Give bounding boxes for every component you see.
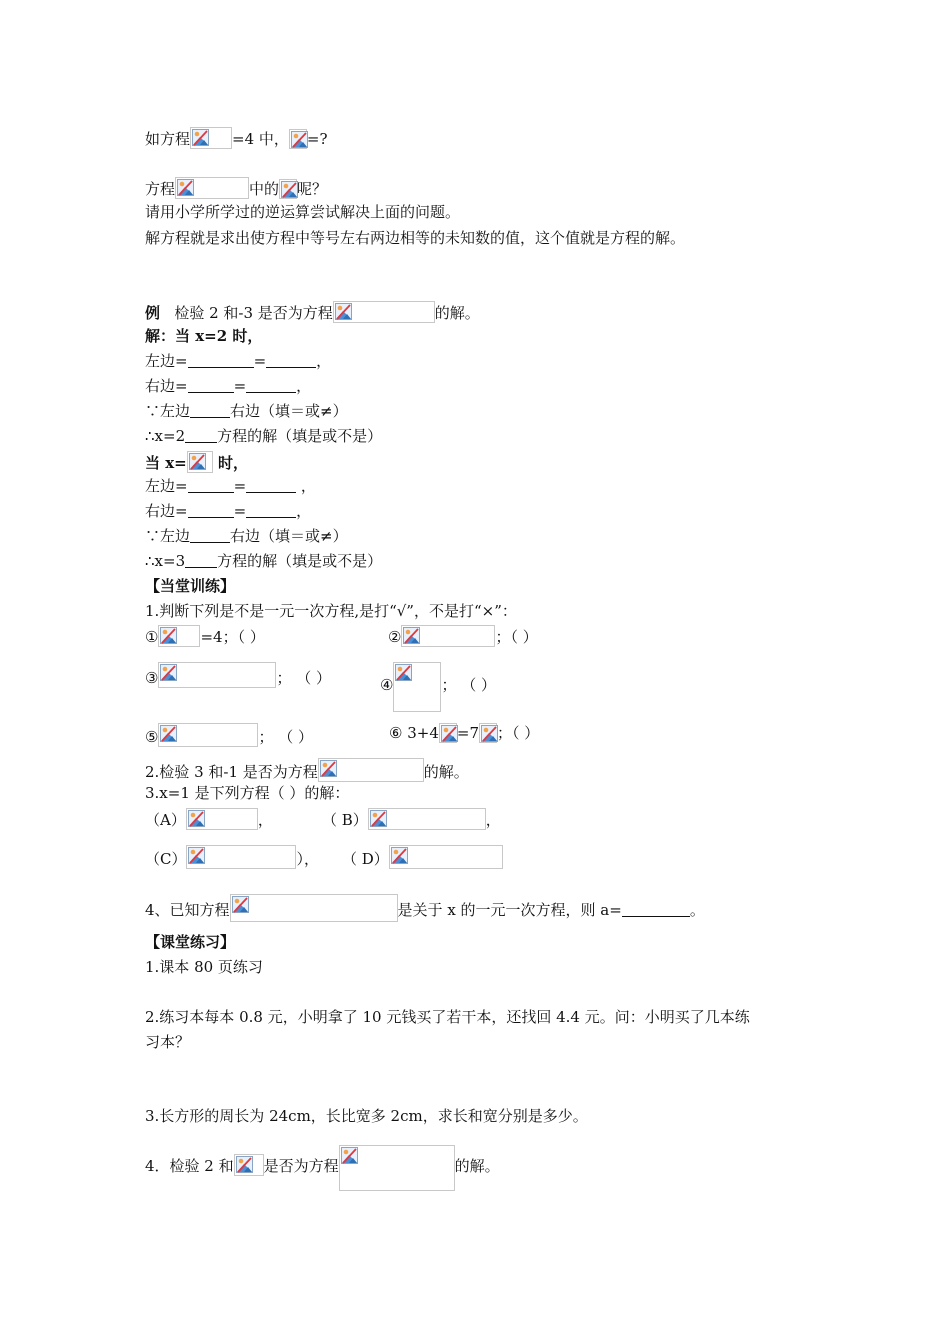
broken-image-icon — [439, 723, 457, 743]
text: =4；（ ） — [200, 628, 265, 646]
question-1: 1.判断下列是不是一元一次方程,是打“√”，不是打“×”： — [145, 602, 517, 620]
text: 右边（填＝或≠） — [230, 402, 348, 420]
text: ， — [485, 811, 501, 829]
broken-image-icon — [230, 894, 398, 922]
text: 的解。 — [434, 304, 480, 322]
question-4 — [145, 894, 705, 922]
text: 右边= — [145, 502, 188, 520]
text: 是关于 x 的一元一次方程，则 a= — [397, 901, 622, 919]
text: ② — [388, 628, 402, 646]
broken-image-icon — [333, 301, 435, 323]
broken-image-icon — [190, 127, 232, 149]
text: =4 中， — [232, 130, 289, 148]
text: = — [233, 502, 247, 520]
text: ∴x=2 — [145, 427, 186, 445]
blank — [266, 353, 316, 368]
text: 左边= — [145, 352, 188, 370]
text: ， — [296, 477, 316, 495]
blank — [190, 403, 230, 418]
text: 中的 — [249, 180, 280, 198]
text: 方程的解（填是或不是） — [217, 427, 383, 445]
text: 4．检验 2 和 — [145, 1157, 234, 1175]
therefore-2 — [145, 551, 382, 571]
broken-image-icon — [368, 808, 486, 830]
text: ， — [316, 352, 332, 370]
blank — [246, 503, 296, 518]
broken-image-icon — [318, 758, 424, 782]
text: （A） — [145, 811, 186, 829]
item-4 — [380, 662, 496, 712]
example-line — [145, 301, 480, 323]
text: ∵左边 — [145, 527, 191, 545]
text: ；（ ） — [495, 628, 538, 646]
text: ）， — [296, 850, 319, 868]
blank — [188, 503, 234, 518]
text: ； （ ） — [258, 728, 313, 746]
practice-3: 3.长方形的周长为 24cm，长比宽多 2cm，求长和宽分别是多少。 — [145, 1107, 588, 1125]
broken-image-icon — [393, 662, 441, 712]
text: 是否为方程 — [263, 1157, 339, 1175]
option-b — [322, 808, 501, 830]
broken-image-icon — [339, 1145, 455, 1191]
text: （ D） — [342, 850, 389, 868]
practice-heading: 【课堂练习】 — [145, 933, 236, 951]
item-1 — [145, 625, 265, 647]
text: ① — [145, 628, 159, 646]
blank — [246, 378, 296, 393]
broken-image-icon — [186, 808, 258, 830]
text: ∴x=3 — [145, 552, 186, 570]
example-label: 例 — [145, 304, 161, 322]
text: =7 — [456, 724, 479, 742]
right-eq-1 — [145, 376, 311, 396]
text: ； （ ） — [276, 669, 331, 687]
blank — [622, 902, 690, 917]
blank — [188, 353, 254, 368]
intro-line-3: 请用小学所学过的逆运算尝试解决上面的问题。 — [145, 203, 461, 221]
item-2 — [388, 625, 538, 647]
text: ；（ ） — [497, 724, 540, 742]
text: 右边= — [145, 377, 188, 395]
option-c — [145, 845, 319, 869]
text: ⑥ 3+4 — [389, 724, 439, 742]
text: 当 x= — [145, 454, 187, 472]
text: 的解。 — [423, 763, 469, 781]
text: = — [253, 352, 267, 370]
broken-image-icon — [279, 179, 297, 199]
text: 方程的解（填是或不是） — [217, 552, 383, 570]
broken-image-icon — [289, 129, 307, 149]
text: = — [233, 477, 247, 495]
text: （C） — [145, 850, 187, 868]
text: =? — [306, 130, 328, 148]
intro-line-2 — [145, 177, 327, 199]
broken-image-icon — [401, 625, 495, 647]
training-heading: 【当堂训练】 — [145, 577, 236, 595]
practice-4 — [145, 1145, 500, 1191]
text: ∵左边 — [145, 402, 191, 420]
item-3 — [145, 662, 331, 688]
blank — [185, 428, 217, 443]
blank — [188, 378, 234, 393]
broken-image-icon — [234, 1154, 264, 1176]
blank — [190, 528, 230, 543]
left-eq-1 — [145, 351, 331, 371]
text: ； （ ） — [441, 676, 496, 694]
solution-line: 解：当 x=2 时， — [145, 327, 263, 345]
blank — [246, 478, 296, 493]
text: ⑤ — [145, 728, 159, 746]
question-2 — [145, 758, 469, 782]
text: 呢？ — [297, 180, 328, 198]
question-3: 3.x=1 是下列方程（ ）的解： — [145, 784, 350, 802]
text: 检验 2 和-3 是否为方程 — [174, 304, 333, 322]
text: ③ — [145, 669, 159, 687]
blank — [185, 553, 217, 568]
because-2 — [145, 526, 348, 546]
broken-image-icon — [389, 845, 503, 869]
practice-2b: 习本？ — [145, 1033, 191, 1051]
text: （ B） — [322, 811, 368, 829]
text: ， — [296, 502, 312, 520]
broken-image-icon — [158, 662, 276, 688]
broken-image-icon — [187, 451, 213, 473]
text: 2.检验 3 和-1 是否为方程 — [145, 763, 318, 781]
therefore-1 — [145, 426, 382, 446]
intro-line-4: 解方程就是求出使方程中等号左右两边相等的未知数的值，这个值就是方程的解。 — [145, 229, 686, 247]
text: 如方程 — [145, 130, 191, 148]
text: ， — [257, 811, 273, 829]
intro-line-1 — [145, 127, 328, 149]
text: 4、已知方程 — [145, 901, 230, 919]
broken-image-icon — [158, 625, 200, 647]
text: ， — [296, 377, 312, 395]
item-5 — [145, 723, 313, 747]
right-eq-2 — [145, 501, 311, 521]
because-1 — [145, 401, 348, 421]
broken-image-icon — [175, 177, 249, 199]
text: 的解。 — [454, 1157, 500, 1175]
broken-image-icon — [158, 723, 258, 747]
text: 右边（填＝或≠） — [230, 527, 348, 545]
broken-image-icon — [186, 845, 296, 869]
text: 。 — [689, 901, 705, 919]
broken-image-icon — [479, 723, 497, 743]
when-line-2 — [145, 451, 248, 473]
left-eq-2 — [145, 476, 316, 496]
option-a — [145, 808, 273, 830]
text: 左边= — [145, 477, 188, 495]
text: ④ — [380, 676, 394, 694]
item-6 — [389, 723, 539, 743]
text: 方程 — [145, 180, 176, 198]
practice-1: 1.课本 80 页练习 — [145, 958, 263, 976]
blank — [188, 478, 234, 493]
text: 时， — [212, 454, 248, 472]
option-d — [342, 845, 503, 869]
practice-2a: 2.练习本每本 0.8 元，小明拿了 10 元钱买了若干本，还找回 4.4 元。问：小明买了几本练 — [145, 1008, 750, 1026]
text: = — [233, 377, 247, 395]
